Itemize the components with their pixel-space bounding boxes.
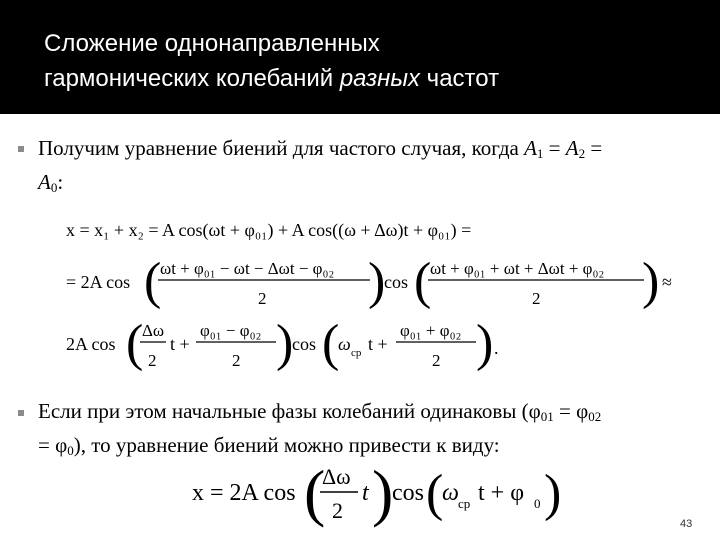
approx-sign: ≈	[662, 272, 672, 292]
paren-left-3: (	[126, 315, 144, 372]
frac-den-4: 2	[232, 351, 241, 370]
period: .	[494, 338, 499, 358]
final-paren-right-2: )	[544, 465, 562, 522]
bullet-1-text	[38, 134, 700, 202]
frac-den-2: 2	[532, 289, 541, 308]
omega: ω	[338, 334, 351, 354]
bullet-2-line2b: ), то уравнение биений можно привести к виду:	[73, 433, 500, 457]
final-frac-den: 2	[332, 498, 343, 523]
sub-2: 2	[578, 146, 586, 161]
formula-line-3-prefix: 2A cos	[66, 334, 116, 354]
formula-line-2-prefix: = 2A cos	[66, 272, 131, 292]
bullet-2-line2a: = φ	[38, 433, 68, 457]
final-omega-sub: ср	[458, 496, 471, 511]
frac-num-2: ωt + φ₀₁ + ωt + Δωt + φ₀₂	[430, 259, 605, 278]
final-omega: ω	[442, 480, 459, 506]
slide-title	[44, 26, 704, 96]
paren-right-1: )	[368, 253, 386, 310]
var-a0: A	[38, 170, 51, 194]
paren-right-2: )	[642, 253, 660, 310]
bullet-2-mid: = φ	[553, 399, 589, 423]
title-part-b: частот	[420, 65, 500, 92]
beat-equation-final	[188, 456, 568, 532]
final-paren-left-2: (	[426, 465, 444, 522]
frac-den-3: 2	[148, 351, 157, 370]
final-phi-sub: 0	[534, 496, 541, 511]
frac-den-5: 2	[432, 351, 441, 370]
frac-num-4: φ₀₁ − φ₀₂	[200, 321, 262, 340]
final-frac-num: Δω	[322, 464, 351, 489]
bullet-1-sentence: Получим уравнение биений для частого случая, когда	[38, 136, 525, 160]
sub-1: 1	[536, 146, 544, 161]
formula-line-3-cos: cos	[292, 334, 316, 354]
frac-num-1: ωt + φ₀₁ − ωt − Δωt − φ₀₂	[160, 259, 335, 278]
var-a1: A	[524, 136, 537, 160]
final-rest: t + φ	[478, 480, 525, 506]
paren-right-3: )	[276, 315, 294, 372]
formula-line-2-cos: cos	[384, 272, 408, 292]
title-bar	[0, 0, 720, 114]
formula-line-1: x = x₁ + x₂ = A cos(ωt + φ₀₁) + A cos((ω + Δω)t + φ₀₁) =	[66, 220, 472, 240]
omega-sub: ср	[351, 347, 362, 359]
final-paren-right-1: )	[372, 457, 394, 528]
title-italic: разных	[339, 65, 421, 92]
frac-den-1: 2	[258, 289, 267, 308]
title-line-1: Сложение однонаправленных	[44, 30, 380, 57]
title-line-2	[44, 61, 704, 96]
colon: :	[57, 170, 64, 194]
t-plus-2: t +	[368, 334, 388, 354]
beat-equation-derivation	[62, 214, 702, 374]
final-prefix: x = 2A cos	[192, 480, 296, 506]
bullet-marker-1	[18, 146, 24, 152]
eq-sign-1: =	[543, 136, 566, 160]
final-t: t	[362, 480, 369, 506]
paren-left-2: (	[414, 253, 432, 310]
frac-num-3: Δω	[142, 321, 165, 340]
eq-sign-2: =	[585, 136, 603, 160]
sub-0b: 0	[67, 443, 74, 458]
bullet-2-line1: Если при этом начальные фазы колебаний одинаковы (φ	[38, 399, 541, 423]
frac-num-5: φ₀₁ + φ₀₂	[400, 321, 462, 340]
sub-01: 01	[540, 409, 554, 424]
bullet-2-text	[38, 397, 700, 465]
sub-0: 0	[50, 180, 58, 195]
page-number: 43	[680, 518, 693, 530]
paren-left-1: (	[144, 253, 162, 310]
paren-right-4: )	[476, 315, 494, 372]
final-cos: cos	[392, 480, 424, 506]
t-plus-1: t +	[170, 334, 190, 354]
var-a2: A	[565, 136, 579, 160]
bullet-marker-2	[18, 410, 24, 416]
sub-02: 02	[588, 409, 602, 424]
title-part-a: гармонических колебаний	[44, 65, 340, 92]
final-paren-left-1: (	[304, 457, 326, 528]
paren-left-4: (	[322, 315, 340, 372]
